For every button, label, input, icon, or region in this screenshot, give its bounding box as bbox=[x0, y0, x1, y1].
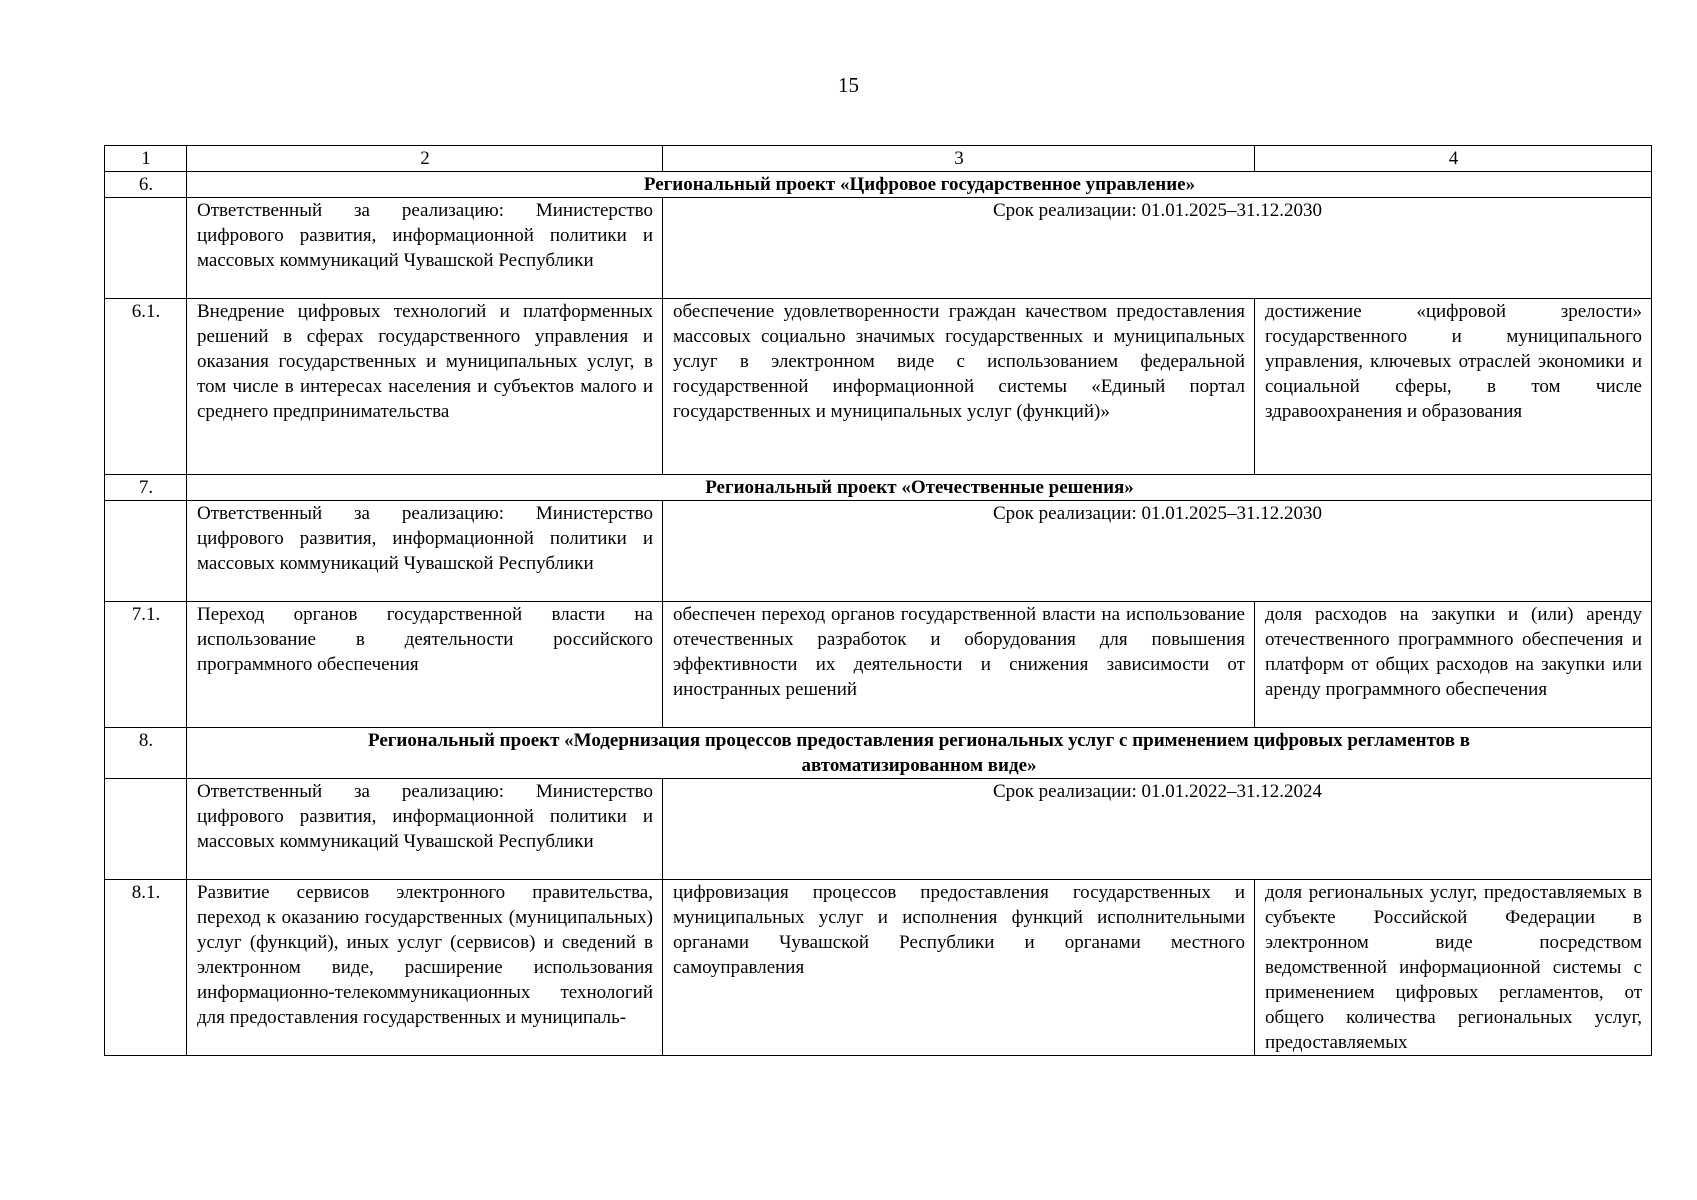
effect-cell: обеспечение удовлетворенности граждан качеством предоставления массовых социально значимых государственных и муниципальных услуг в электронном виде с использованием федеральной государственной информационной системы «Единый портал государственных и муниципальных услуг (функций)» bbox=[663, 299, 1255, 475]
responsible-row bbox=[105, 501, 1652, 602]
responsible-cell: Ответственный за реализацию: Министерство цифрового развития, информационной политики и массовых коммуникаций Чувашской Республики bbox=[187, 198, 663, 299]
project-title: Региональный проект «Цифровое государственное управление» bbox=[187, 172, 1652, 198]
row-number: 7.1. bbox=[105, 602, 187, 728]
project-number: 8. bbox=[105, 728, 187, 779]
effect-cell: обеспечен переход органов государственной власти на использование отечественных разработок и оборудования для повышения эффективности их деятельности и снижения зависимости от иностранных решений bbox=[663, 602, 1255, 728]
responsible-row bbox=[105, 779, 1652, 880]
task-cell: Развитие сервисов электронного правительства, переход к оказанию государственных (муниципальных) услуг (функций), иных услуг (сервисов) и сведений в электронном виде, расширение использования информационно-телекоммуникационных технологий для предоставления государственных и муниципаль- bbox=[187, 880, 663, 1056]
project-title: Региональный проект «Модернизация процессов предоставления региональных услуг с применением цифровых регламентов в автоматизированном виде» bbox=[187, 728, 1652, 779]
indicator-cell: доля расходов на закупки и (или) аренду отечественного программного обеспечения и платформ от общих расходов на закупки или аренду программного обеспечения bbox=[1255, 602, 1652, 728]
header-col-2: 2 bbox=[187, 146, 663, 172]
page-number: 15 bbox=[838, 73, 859, 97]
project-row bbox=[105, 728, 1652, 779]
project-row bbox=[105, 475, 1652, 501]
row-number: 8.1. bbox=[105, 880, 187, 1056]
empty-cell bbox=[105, 779, 187, 880]
responsible-cell: Ответственный за реализацию: Министерство цифрового развития, информационной политики и массовых коммуникаций Чувашской Республики bbox=[187, 501, 663, 602]
responsible-cell: Ответственный за реализацию: Министерство цифрового развития, информационной политики и массовых коммуникаций Чувашской Республики bbox=[187, 779, 663, 880]
term-cell: Срок реализации: 01.01.2025–31.12.2030 bbox=[663, 501, 1652, 602]
project-number: 7. bbox=[105, 475, 187, 501]
project-number: 6. bbox=[105, 172, 187, 198]
header-col-4: 4 bbox=[1255, 146, 1652, 172]
row-number: 6.1. bbox=[105, 299, 187, 475]
header-col-1: 1 bbox=[105, 146, 187, 172]
indicator-cell: достижение «цифровой зрелости» государственного и муниципального управления, ключевых отраслей экономики и социальной сферы, в том числе здравоохранения и образования bbox=[1255, 299, 1652, 475]
task-cell: Переход органов государственной власти на использование в деятельности российского программного обеспечения bbox=[187, 602, 663, 728]
indicator-cell: доля региональных услуг, предоставляемых в субъекте Российской Федерации в электронном виде посредством ведомственной информационной системы с применением цифровых регламентов, от общего количества региональных услуг, предоставляемых bbox=[1255, 880, 1652, 1056]
empty-cell bbox=[105, 198, 187, 299]
table-row bbox=[105, 602, 1652, 728]
header-row bbox=[105, 146, 1652, 172]
term-cell: Срок реализации: 01.01.2025–31.12.2030 bbox=[663, 198, 1652, 299]
table-row bbox=[105, 299, 1652, 475]
project-row bbox=[105, 172, 1652, 198]
responsible-row bbox=[105, 198, 1652, 299]
term-cell: Срок реализации: 01.01.2022–31.12.2024 bbox=[663, 779, 1652, 880]
effect-cell: цифровизация процессов предоставления государственных и муниципальных услуг и исполнения функций исполнительными органами Чувашской Республики и органами местного самоуправления bbox=[663, 880, 1255, 1056]
project-title: Региональный проект «Отечественные решения» bbox=[187, 475, 1652, 501]
program-table bbox=[104, 145, 1652, 1056]
task-cell: Внедрение цифровых технологий и платформенных решений в сферах государственного управления и оказания государственных и муниципальных услуг, в том числе в интересах населения и субъектов малого и среднего предпринимательства bbox=[187, 299, 663, 475]
table-row bbox=[105, 880, 1652, 1056]
empty-cell bbox=[105, 501, 187, 602]
header-col-3: 3 bbox=[663, 146, 1255, 172]
